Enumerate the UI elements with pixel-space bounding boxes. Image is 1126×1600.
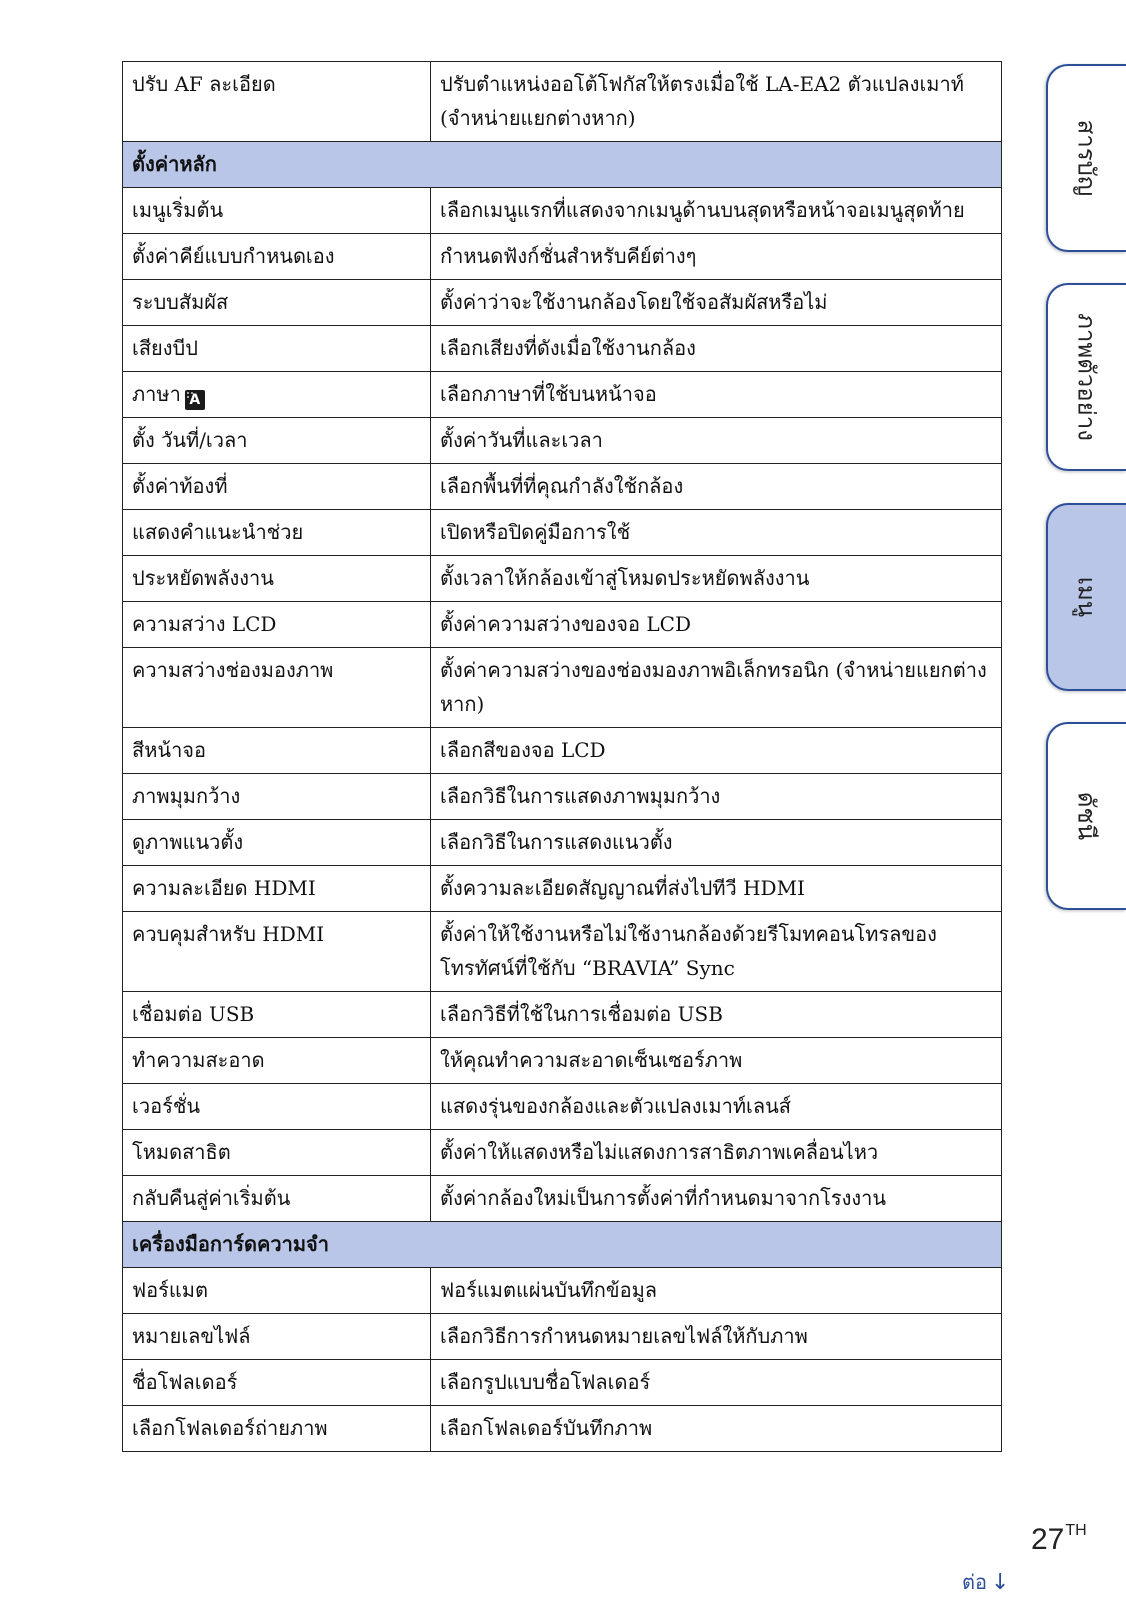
continue-link[interactable] <box>962 1566 1009 1598</box>
table-row <box>123 464 1002 510</box>
tab-sample-photo-label: ภาพตัวอย่าง <box>1072 313 1101 441</box>
table-row <box>123 1084 1002 1130</box>
table-row <box>123 992 1002 1038</box>
setting-name-cell <box>123 188 431 234</box>
setting-name: ดูภาพแนวตั้ง <box>132 830 244 854</box>
tab-sample-photo[interactable] <box>1046 283 1126 471</box>
setting-name: เวอร์ชั่น <box>132 1094 201 1118</box>
setting-name: ตั้ง วันที่/เวลา <box>132 428 248 452</box>
setting-description: เลือกภาษาที่ใช้บนหน้าจอ <box>431 372 1002 418</box>
setting-name: ควบคุมสำหรับ HDMI <box>132 922 325 946</box>
setting-name: ฟอร์แมต <box>132 1278 208 1302</box>
setting-name-cell <box>123 556 431 602</box>
setting-name: ทำความสะอาด <box>132 1048 265 1072</box>
tab-contents[interactable] <box>1046 64 1126 252</box>
table-row <box>123 774 1002 820</box>
table-row <box>123 372 1002 418</box>
tab-contents-label: สารบัญ <box>1072 119 1101 197</box>
setting-name-cell <box>123 992 431 1038</box>
setting-name: ความละเอียด HDMI <box>132 876 316 900</box>
section-header-row <box>123 1222 1002 1268</box>
setting-name-cell <box>123 912 431 992</box>
setting-name-cell <box>123 602 431 648</box>
setting-name: หมายเลขไฟล์ <box>132 1324 251 1348</box>
table-row <box>123 510 1002 556</box>
setting-description: เลือกเสียงที่ดังเมื่อใช้งานกล้อง <box>431 326 1002 372</box>
setting-description: ตั้งค่าความสว่างของช่องมองภาพอิเล็กทรอนิก (จำหน่ายแยกต่างหาก) <box>431 648 1002 728</box>
setting-name: ตั้งค่าท้องที่ <box>132 474 228 498</box>
table-row <box>123 1314 1002 1360</box>
setting-name: เสียงบีป <box>132 336 198 360</box>
setting-description: เลือกวิธีในการแสดงภาพมุมกว้าง <box>431 774 1002 820</box>
setting-name-cell <box>123 820 431 866</box>
table-row <box>123 912 1002 992</box>
setting-name-cell <box>123 62 431 142</box>
setting-description: กำหนดฟังก์ชั่นสำหรับคีย์ต่างๆ <box>431 234 1002 280</box>
section-header-row <box>123 142 1002 188</box>
setting-name: สีหน้าจอ <box>132 738 207 762</box>
setting-description: เลือกโฟลเดอร์บันทึกภาพ <box>431 1406 1002 1452</box>
table-row <box>123 820 1002 866</box>
setting-description: เลือกเมนูแรกที่แสดงจากเมนูด้านบนสุดหรือหน้าจอเมนูสุดท้าย <box>431 188 1002 234</box>
setting-name: ระบบสัมผัส <box>132 290 229 314</box>
setting-name-cell <box>123 234 431 280</box>
setting-name-cell <box>123 1314 431 1360</box>
setting-description: ตั้งค่าให้แสดงหรือไม่แสดงการสาธิตภาพเคลื่อนไหว <box>431 1130 1002 1176</box>
down-arrow-icon: ↓ <box>991 1570 1010 1595</box>
setting-name: เมนูเริ่มต้น <box>132 198 224 222</box>
setting-name: ภาพมุมกว้าง <box>132 784 241 808</box>
setting-name-cell <box>123 1268 431 1314</box>
setting-name: กลับคืนสู่ค่าเริ่มต้น <box>132 1186 291 1210</box>
setting-description: ตั้งค่าความสว่างของจอ LCD <box>431 602 1002 648</box>
setting-description: ตั้งค่าให้ใช้งานหรือไม่ใช้งานกล้องด้วยรีโมทคอนโทรลของโทรทัศน์ที่ใช้กับ “BRAVIA” Sync <box>431 912 1002 992</box>
table-row <box>123 1176 1002 1222</box>
setting-description: ตั้งค่ากล้องใหม่เป็นการตั้งค่าที่กำหนดมาจากโรงงาน <box>431 1176 1002 1222</box>
page-number-value: 27 <box>1031 1523 1065 1556</box>
setting-description: ปรับตำแหน่งออโต้โฟกัสให้ตรงเมื่อใช้ LA-EA2 ตัวแปลงเมาท์ (จำหน่ายแยกต่างหาก) <box>431 62 1002 142</box>
setting-name-cell <box>123 372 431 418</box>
setting-description: แสดงรุ่นของกล้องและตัวแปลงเมาท์เลนส์ <box>431 1084 1002 1130</box>
setting-name-cell <box>123 1176 431 1222</box>
tab-index-label: ดัชนี <box>1072 791 1101 841</box>
setting-description: เลือกสีของจอ LCD <box>431 728 1002 774</box>
setting-name-cell <box>123 648 431 728</box>
setting-name: โหมดสาธิต <box>132 1140 231 1164</box>
tab-menu[interactable] <box>1046 503 1126 691</box>
settings-table <box>122 61 1002 1452</box>
setting-description: เลือกวิธีในการแสดงแนวตั้ง <box>431 820 1002 866</box>
tab-index[interactable] <box>1046 722 1126 910</box>
setting-name: แสดงคำแนะนำช่วย <box>132 520 304 544</box>
setting-description: เลือกวิธีการกำหนดหมายเลขไฟล์ให้กับภาพ <box>431 1314 1002 1360</box>
table-row <box>123 280 1002 326</box>
setting-name-cell <box>123 326 431 372</box>
setting-description: เลือกวิธีที่ใช้ในการเชื่อมต่อ USB <box>431 992 1002 1038</box>
setting-name-cell <box>123 1360 431 1406</box>
setting-name-cell <box>123 464 431 510</box>
language-A-icon: A <box>185 390 205 410</box>
table-row <box>123 866 1002 912</box>
setting-name-cell <box>123 866 431 912</box>
setting-description: ตั้งความละเอียดสัญญาณที่ส่งไปทีวี HDMI <box>431 866 1002 912</box>
table-row <box>123 326 1002 372</box>
setting-name-cell <box>123 1038 431 1084</box>
setting-name: ปรับ AF ละเอียด <box>132 72 276 96</box>
setting-description: เลือกพื้นที่ที่คุณกำลังใช้กล้อง <box>431 464 1002 510</box>
table-row <box>123 418 1002 464</box>
table-row <box>123 728 1002 774</box>
table-row <box>123 1406 1002 1452</box>
table-row <box>123 1360 1002 1406</box>
table-row <box>123 234 1002 280</box>
table-row <box>123 1268 1002 1314</box>
setting-name-cell <box>123 510 431 556</box>
setting-description: ตั้งค่าว่าจะใช้งานกล้องโดยใช้จอสัมผัสหรือไม่ <box>431 280 1002 326</box>
section-title: เครื่องมือการ์ดความจำ <box>123 1222 1002 1268</box>
setting-name: ตั้งค่าคีย์แบบกำหนดเอง <box>132 244 335 268</box>
page-number-suffix: TH <box>1065 1522 1087 1539</box>
setting-description: เปิดหรือปิดคู่มือการใช้ <box>431 510 1002 556</box>
setting-name-cell <box>123 280 431 326</box>
setting-name: ชื่อโฟลเดอร์ <box>132 1370 238 1394</box>
setting-name-cell <box>123 1130 431 1176</box>
table-row <box>123 1130 1002 1176</box>
setting-name: ภาษา <box>132 382 181 406</box>
setting-description: ฟอร์แมตแผ่นบันทึกข้อมูล <box>431 1268 1002 1314</box>
setting-name: ความสว่างช่องมองภาพ <box>132 658 334 682</box>
setting-name: ประหยัดพลังงาน <box>132 566 274 590</box>
setting-description: ตั้งค่าวันที่และเวลา <box>431 418 1002 464</box>
table-row <box>123 1038 1002 1084</box>
table-row <box>123 602 1002 648</box>
continue-label: ต่อ <box>962 1570 987 1594</box>
setting-name-cell <box>123 728 431 774</box>
setting-description: เลือกรูปแบบชื่อโฟลเดอร์ <box>431 1360 1002 1406</box>
setting-name: ความสว่าง LCD <box>132 612 277 636</box>
table-row <box>123 188 1002 234</box>
setting-description: ให้คุณทำความสะอาดเซ็นเซอร์ภาพ <box>431 1038 1002 1084</box>
setting-name: เลือกโฟลเดอร์ถ่ายภาพ <box>132 1416 328 1440</box>
table-row <box>123 648 1002 728</box>
section-title: ตั้งค่าหลัก <box>123 142 1002 188</box>
tab-menu-label: เมนู <box>1072 576 1101 618</box>
page-number <box>1031 1522 1087 1557</box>
setting-name-cell <box>123 418 431 464</box>
table-row <box>123 556 1002 602</box>
table-row <box>123 62 1002 142</box>
setting-name: เชื่อมต่อ USB <box>132 1002 255 1026</box>
setting-name-cell <box>123 774 431 820</box>
setting-name-cell <box>123 1084 431 1130</box>
setting-description: ตั้งเวลาให้กล้องเข้าสู่โหมดประหยัดพลังงาน <box>431 556 1002 602</box>
setting-name-cell <box>123 1406 431 1452</box>
